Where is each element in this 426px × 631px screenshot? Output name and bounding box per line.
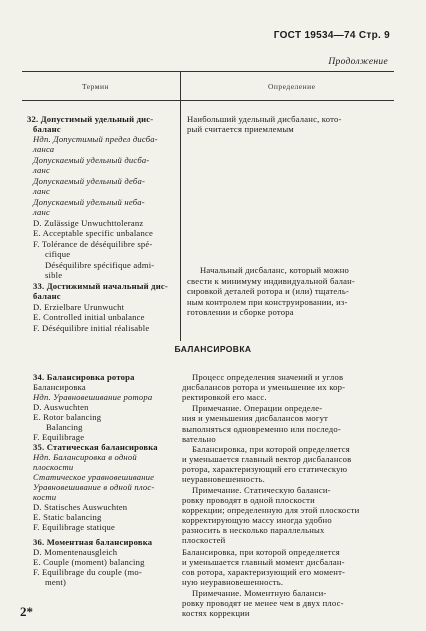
entry-32-definition: рый считается приемлемым (187, 124, 294, 134)
entry-34-definition: Процесс определения значений и углов (192, 372, 344, 382)
entry-33-definition: Начальный дисбаланс, который можно (200, 265, 350, 275)
entry-36-definition: Балансировка, при которой определяется (182, 547, 340, 557)
entry-35-ndp: плоскости (33, 462, 74, 472)
entry-35-ndp: кости (33, 492, 57, 502)
entry-33-definition: готовлении и сборке ротора (187, 307, 294, 317)
entry-32-foreign: D. Zulässige Unwuchttoleranz (33, 218, 144, 228)
column-header-term: Термин (82, 82, 110, 91)
column-divider (180, 71, 181, 341)
entry-32-foreign: Déséquilibre spécifique admi- (45, 260, 155, 270)
entry-35-foreign: D. Statisches Auswuchten (33, 502, 128, 512)
entry-34-line: E. Rotor balancing (33, 412, 102, 422)
entry-32-ndp: Допускаемый удельный деба- (33, 176, 146, 186)
entry-32-ndp: ланс (33, 165, 51, 175)
entry-36-foreign: F. Equilibrage du couple (mo- (33, 567, 142, 577)
entry-34-definition: ния и уменьшения дисбалансов могут (182, 413, 329, 423)
entry-35-foreign: F. Equilibrage statique (33, 522, 115, 532)
section-title: БАЛАНСИРОВКА (174, 344, 252, 354)
entry-34-line: Ндп. Уравновешивание ротора (33, 392, 153, 402)
entry-32-foreign: sible (45, 270, 63, 280)
entry-34-line: F. Equilibrage (33, 432, 85, 442)
entry-35-definition: коррекции; определенную для этой плоскости (182, 505, 360, 515)
entry-34-line: Balancing (46, 422, 83, 432)
entry-32-title: 32. Допустимый удельный дис- (27, 114, 154, 124)
entry-32-foreign: cifique (45, 249, 71, 259)
entry-35-definition: ровку проводят в одной плоскости (182, 495, 315, 505)
entry-35-definition: Примечание. Статическую баланси- (192, 485, 331, 495)
entry-33-foreign: E. Controlled initial unbalance (33, 312, 145, 322)
entry-32-ndp: ланс (33, 186, 51, 196)
entry-34-definition: ректировкой его масс. (182, 392, 267, 402)
entry-32-foreign: E. Acceptable specific unbalance (33, 228, 153, 238)
entry-36-title: 36. Моментная балансировка (33, 537, 153, 547)
entry-36-definition: сов ротора, характеризующий его момент- (182, 567, 346, 577)
entry-35-definition: Балансировка, при которой определяется (192, 444, 350, 454)
entry-36-definition: и уменьшается главный момент дисбалан- (182, 557, 345, 567)
entry-34-definition: дисбалансов ротора и уменьшение их кор- (182, 382, 346, 392)
entry-35-title: 35. Статическая балансировка (33, 442, 158, 452)
entry-32-definition: Наибольший удельный дисбаланс, кото- (187, 114, 342, 124)
entry-32-ndp: Ндп. Допустимый предел дисба- (33, 134, 158, 144)
entry-34-title: 34. Балансировка ротора (33, 372, 135, 382)
entry-33-foreign: D. Erzielbare Urunwucht (33, 302, 125, 312)
entry-36-definition: костях коррекции (182, 608, 250, 618)
page-header: ГОСТ 19534—74 Стр. 9 (273, 30, 390, 41)
entry-36-foreign: D. Momentenausgleich (33, 547, 118, 557)
entry-32-ndp: ланса (33, 144, 55, 154)
entry-36-definition: Примечание. Моментную баланси- (192, 588, 327, 598)
table-top-rule (22, 71, 394, 72)
entry-35-definition: ротора, характеризующий его статическую (182, 464, 348, 474)
entry-34-line: Балансировка (33, 382, 86, 392)
entry-32-ndp: ланс (33, 207, 51, 217)
entry-35-ndp: Уравновешивание в одной плос- (33, 482, 155, 492)
entry-35-foreign: E. Static balancing (33, 512, 102, 522)
entry-35-ndp: Статическое уравновешивание (33, 472, 155, 482)
entry-32-ndp: Допускаемый удельный неба- (33, 197, 145, 207)
entry-33-definition: ным контролем при конструировании, из- (187, 297, 348, 307)
entry-32-title: баланс (33, 124, 61, 134)
entry-33-definition: свести к минимуму индивидуальной балан- (187, 276, 355, 286)
table-header-rule (22, 100, 394, 101)
entry-33-title: баланс (33, 291, 61, 301)
entry-35-definition: разносить в несколько параллельных (182, 525, 325, 535)
entry-35-ndp: Ндп. Балансировка в одной (33, 452, 137, 462)
entry-33-foreign: F. Déséquilibre initial réalisable (33, 323, 150, 333)
entry-35-definition: и уменьшается главный вектор дисбалансов (182, 454, 352, 464)
entry-34-line: D. Auswuchten (33, 402, 89, 412)
entry-32-ndp: Допускаемый удельный дисба- (33, 155, 150, 165)
entry-35-definition: корректирующую массу иногда удобно (182, 515, 332, 525)
column-header-definition: Определение (268, 82, 316, 91)
entry-34-definition: вательно (182, 434, 216, 444)
entry-36-foreign: E. Couple (moment) balancing (33, 557, 145, 567)
entry-36-definition: ную неуравновешенность. (182, 577, 284, 587)
entry-32-foreign: F. Tolérance de déséquilibre spé- (33, 239, 153, 249)
entry-33-definition: сировкой деталей ротора и (или) тщатель- (187, 286, 350, 296)
entry-33-title: 33. Достижимый начальный дис- (33, 281, 168, 291)
entry-35-definition: плоскостей (182, 535, 226, 545)
entry-34-definition: выполняться одновременно или последо- (182, 424, 341, 434)
entry-36-definition: ровку проводят не менее чем в двух плос- (182, 598, 344, 608)
entry-36-foreign: ment) (45, 577, 67, 587)
continuation-label: Продолжение (328, 57, 388, 67)
page-number: 2* (20, 604, 33, 619)
entry-35-definition: неуравновешенность. (182, 474, 265, 484)
entry-34-definition: Примечание. Операции определе- (192, 403, 323, 413)
